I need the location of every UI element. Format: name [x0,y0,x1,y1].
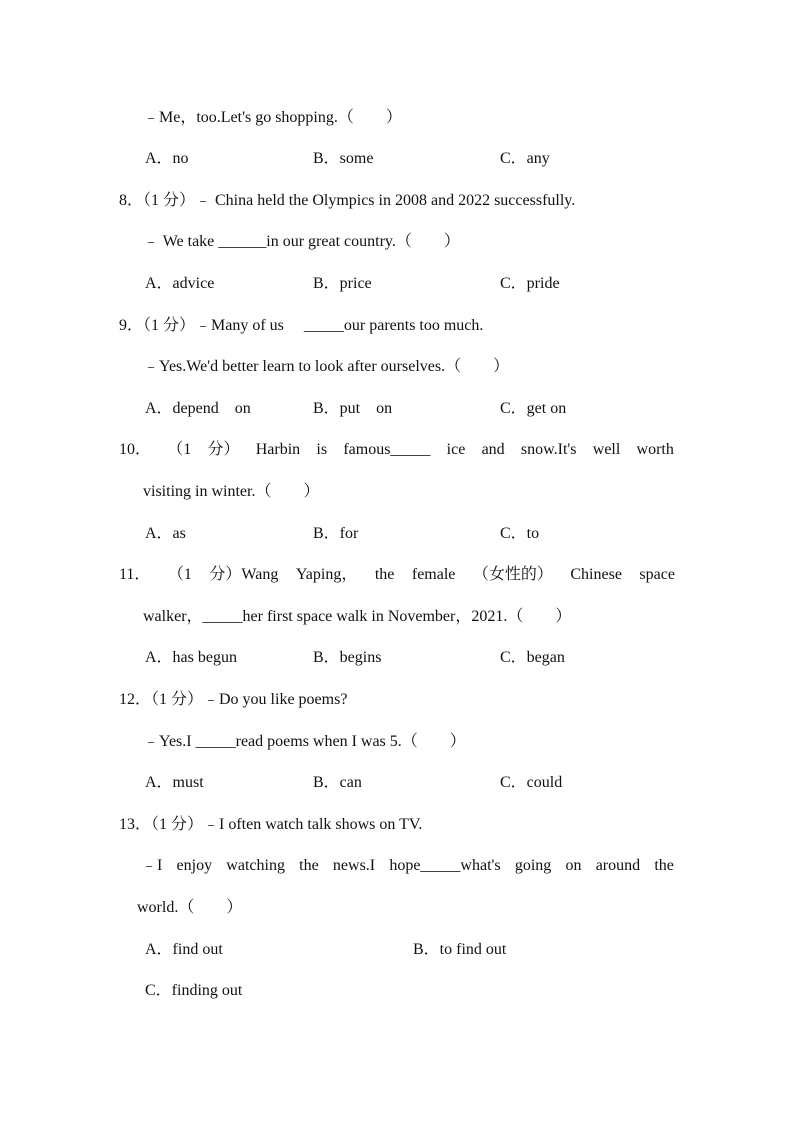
q10-option-a[interactable]: A．as [145,525,186,542]
q11-word: 分）Wang [209,566,279,583]
q8-option-a[interactable]: A．advice [145,275,215,292]
q9-option-b[interactable]: B．put on [313,400,393,417]
q13-word: on [565,857,582,874]
q10-question-line [119,440,674,460]
q8-question-line: 8．（1 分）﹣ China held the Olympics in 2008 and 2022 successfully. [119,192,576,209]
q7-option-c[interactable]: C．any [500,150,550,167]
q8-option-b[interactable]: B．price [313,275,372,292]
q13-word: the [299,857,319,874]
q9-option-a[interactable]: A．depend on [145,400,251,417]
q10-word: and [481,441,505,458]
q10-word: （1 [167,441,192,458]
q12-option-a[interactable]: A．must [145,774,204,791]
q10-word: is [316,441,328,458]
q13-continuation-line: world.（ ） [137,899,243,916]
q7-option-a[interactable]: A．no [145,150,189,167]
q10-continuation-line: visiting in winter.（ ） [143,483,320,500]
q13-option-a[interactable]: A．find out [145,941,223,958]
q10-word: ice [446,441,466,458]
q13-word: the [654,857,674,874]
q12-question-line: 12．（1 分）﹣Do you like poems? [119,691,348,708]
q11-word: Chinese [570,566,622,583]
q9-question-line: 9．（1 分）﹣Many of us _____our parents too much. [119,317,484,334]
q12-option-c[interactable]: C．could [500,774,563,791]
q13-answer-line [141,856,674,876]
q11-continuation-line: walker，_____her first space walk in November，2021.（ ） [143,608,572,625]
q9-option-c[interactable]: C．get on [500,400,567,417]
q13-word: news.I [332,857,376,874]
q8-answer-line: ﹣ We take ______in our great country.（ ） [143,233,460,250]
q9-answer-line: ﹣Yes.We'd better learn to look after ourselves.（ ） [143,358,510,375]
q13-word: ﹣I [141,857,163,874]
q11-option-a[interactable]: A．has begun [145,649,237,666]
q13-option-b[interactable]: B．to find out [413,941,507,958]
q10-word: well [592,441,621,458]
q12-option-b[interactable]: B．can [313,774,362,791]
q10-word: 分） [207,441,240,458]
q12-answer-line: ﹣Yes.I _____read poems when I was 5.（ ） [143,733,466,750]
q11-word: 11． [119,566,151,583]
q10-option-b[interactable]: B．for [313,525,359,542]
q13-word: around [595,857,641,874]
q11-question-line [119,565,675,585]
q10-word: famous_____ [343,441,431,458]
q13-word: going [514,857,552,874]
q7-answer-line: ﹣Me，too.Let's go shopping.（ ） [143,109,402,126]
q10-word: Harbin [255,441,301,458]
q11-word: space [639,566,675,583]
q13-word: watching [226,857,285,874]
q10-word: worth [636,441,674,458]
q11-option-b[interactable]: B．begins [313,649,382,666]
q11-word: female [411,566,456,583]
q13-word: enjoy [176,857,213,874]
q7-option-b[interactable]: B．some [313,150,374,167]
q11-word: the [374,566,395,583]
q10-word: snow.It's [520,441,577,458]
q11-word: （女性的） [472,566,553,583]
q13-word: hope_____what's [389,857,501,874]
q10-word: 10． [119,441,152,458]
q11-word: Yaping， [295,566,358,583]
q13-question-line: 13．（1 分）﹣I often watch talk shows on TV. [119,816,423,833]
q8-option-c[interactable]: C．pride [500,275,560,292]
q11-option-c[interactable]: C．began [500,649,565,666]
q10-option-c[interactable]: C．to [500,525,540,542]
q13-option-c[interactable]: C．finding out [145,982,243,999]
q11-word: （1 [167,566,192,583]
